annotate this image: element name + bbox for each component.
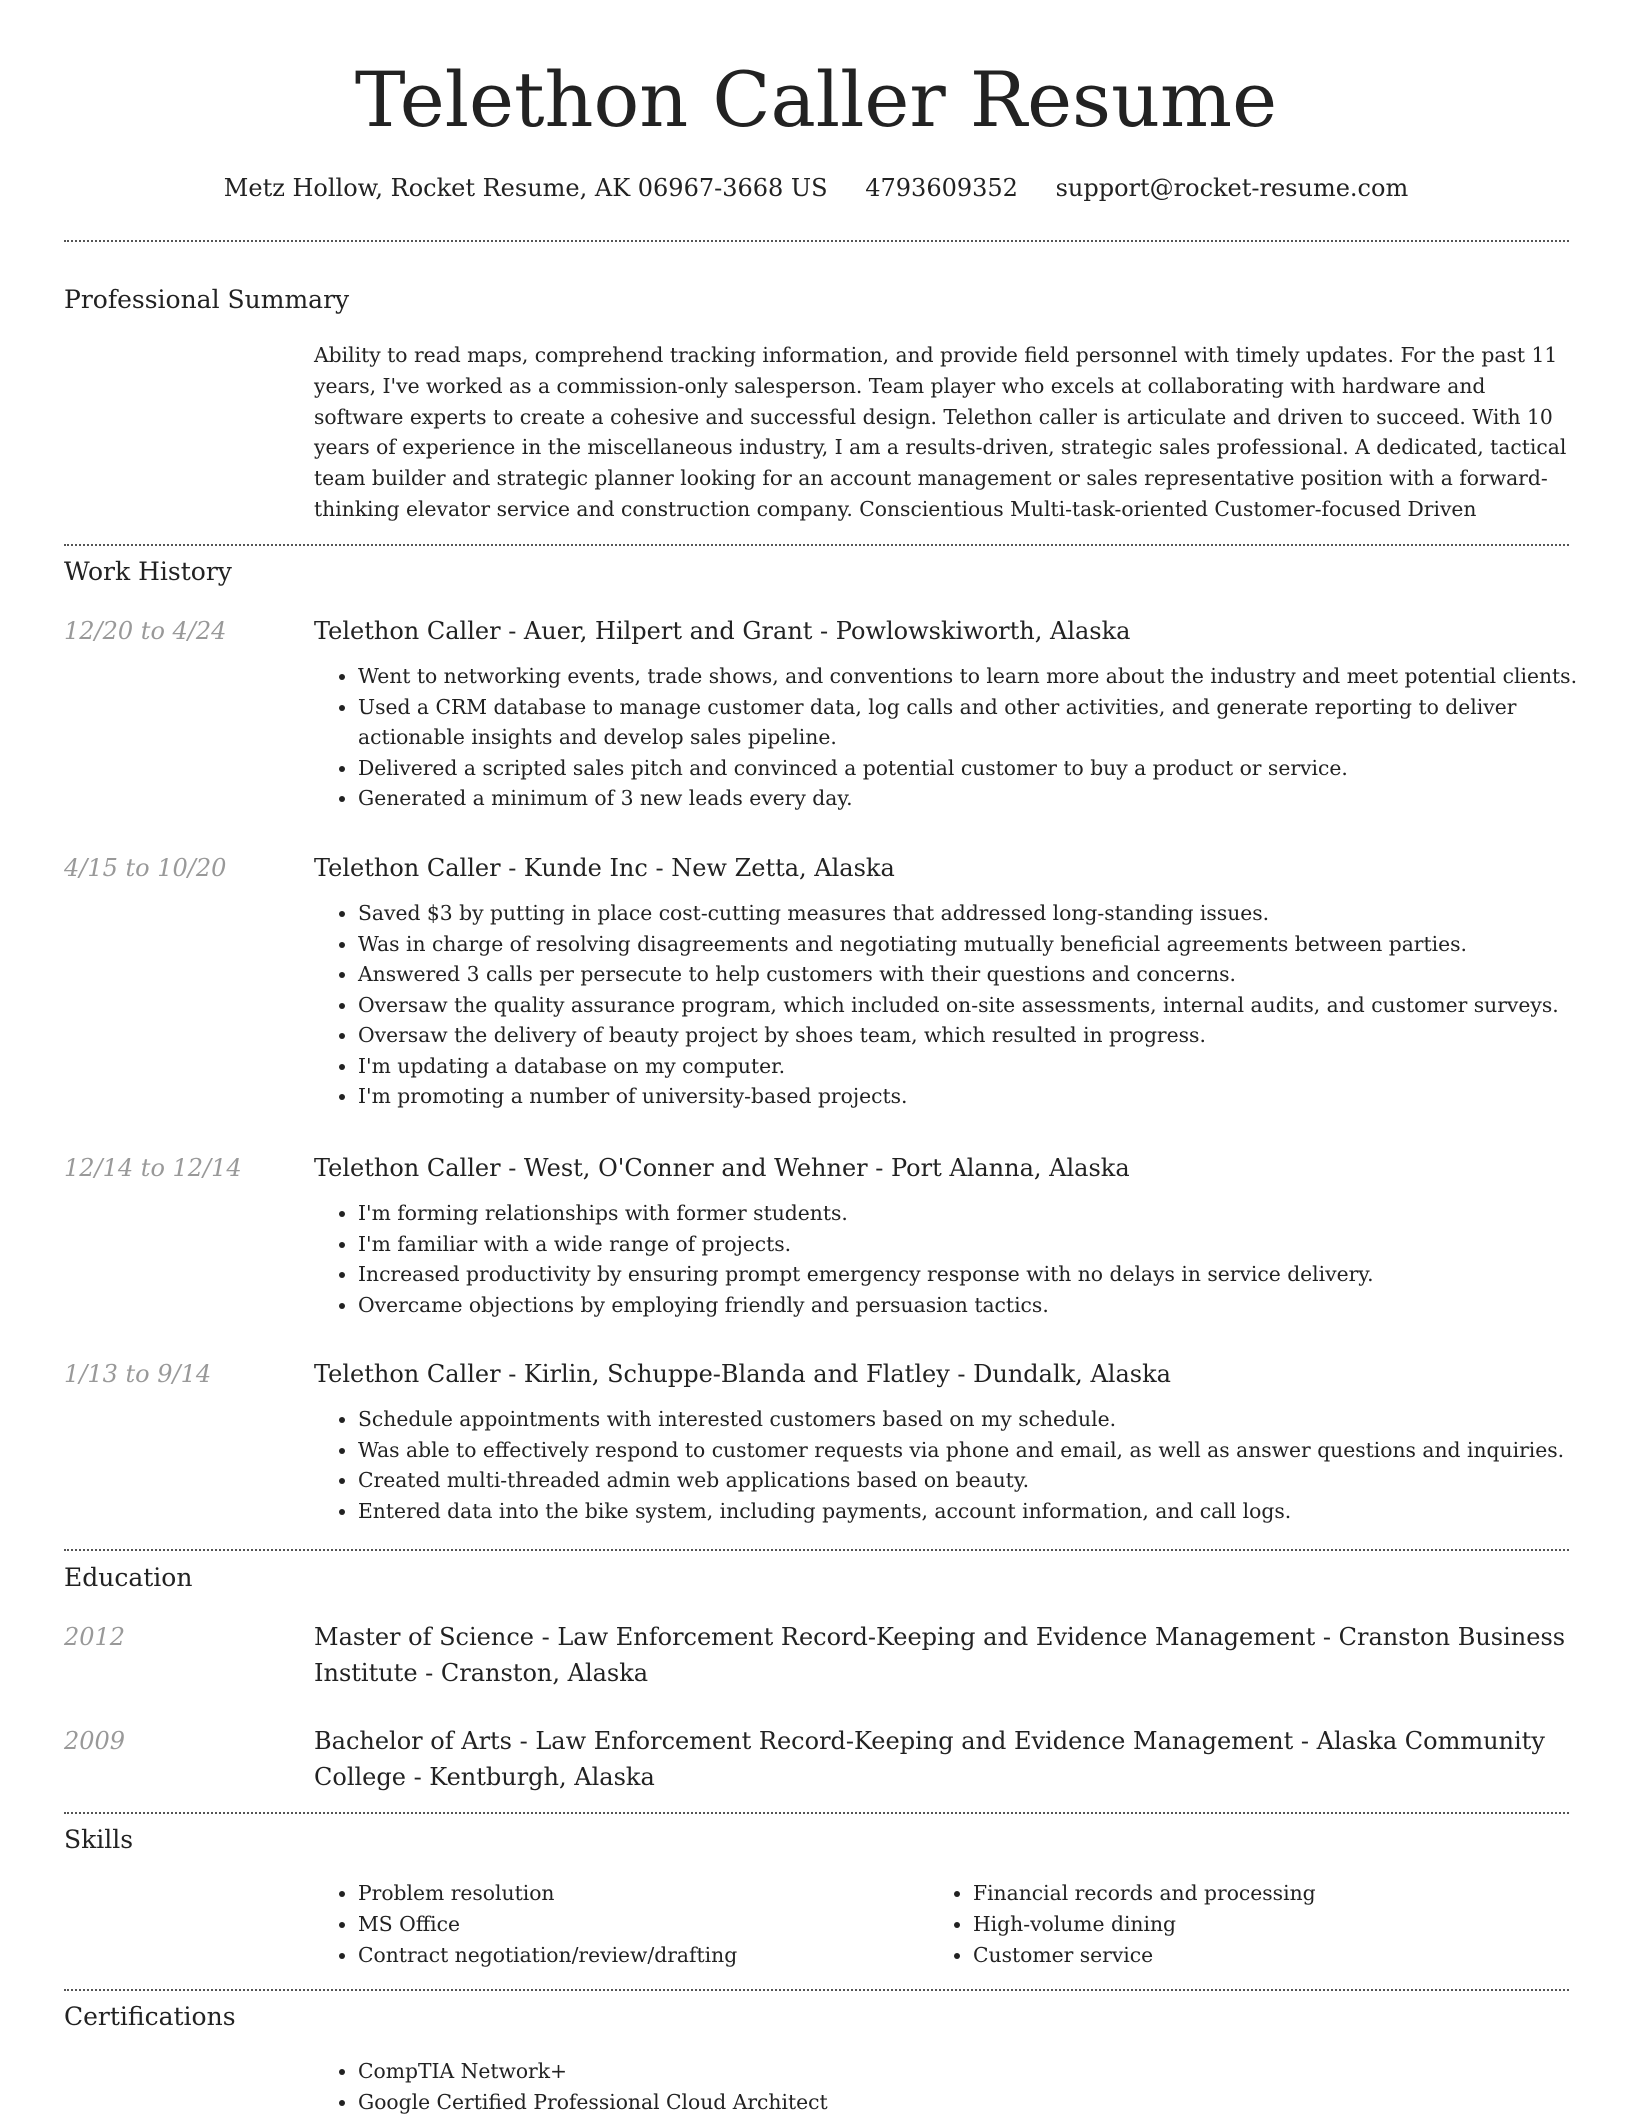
divider [64, 1549, 1569, 1551]
job-bullet: • Increased productivity by ensuring prompt emergency response with no delays in service delivery. [358, 1259, 1614, 1290]
job-bullet: • Oversaw the quality assurance program, which included on-site assessments, internal audits, and customer surveys. [358, 990, 1614, 1021]
resume-title: Telethon Caller Resume [354, 55, 1278, 144]
summary-text: Ability to read maps, comprehend tracking information, and provide field personnel with timely updates. For the past 11 years, I've worked as a commission-only salesperson. Team player who excels at collaborating with hardware and software experts to create a cohesive and successful design. Telethon caller is articulate and driven to succeed. With 10 years of experience in the miscellaneous industry, I am a results-driven, strategic sales professional. A dedicated, tactical team builder and strategic planner looking for an account management or sales representative position with a forward-thinking elevator service and construction company. Conscientious Multi-task-oriented Customer-focused Driven [314, 343, 1567, 521]
skill-item: • Financial records and processing [973, 1878, 1533, 1909]
certifications-list [314, 2056, 1614, 2118]
education-year: 2009 [64, 1727, 126, 1755]
certification-item: • CompTIA Network+ [358, 2056, 1614, 2087]
contact-line [0, 172, 1632, 204]
skill-item: • MS Office [358, 1909, 918, 1940]
job-bullets [314, 1198, 1614, 1320]
job-bullet: • Was able to effectively respond to customer requests via phone and email, as well as answer questions and inquiries. [358, 1435, 1614, 1466]
job-dates: 12/20 to 4/24 [64, 617, 227, 645]
section-heading-skills: Skills [64, 1825, 134, 1854]
job-dates: 12/14 to 12/14 [64, 1154, 242, 1182]
section-heading-summary: Professional Summary [64, 285, 350, 314]
job-bullet: • Delivered a scripted sales pitch and convinced a potential customer to buy a product or service. [358, 753, 1614, 784]
job-dates: 4/15 to 10/20 [64, 854, 227, 882]
job-bullet: • I'm forming relationships with former students. [358, 1198, 1614, 1229]
skill-item: • Contract negotiation/review/drafting [358, 1940, 918, 1971]
certification-item: • Google Certified Professional Cloud Architect [358, 2087, 1614, 2118]
divider [64, 544, 1569, 546]
job-title: Telethon Caller - Kirlin, Schuppe-Blanda and Flatley - Dundalk, Alaska [314, 1360, 1171, 1388]
job-bullet: • Overcame objections by employing friendly and persuasion tactics. [358, 1290, 1614, 1321]
contact-phone: 4793609352 [865, 174, 1018, 202]
section-heading-work: Work History [64, 557, 232, 586]
education-year: 2012 [64, 1623, 126, 1651]
job-bullet: • Was in charge of resolving disagreements and negotiating mutually beneficial agreements between parties. [358, 929, 1614, 960]
job-title: Telethon Caller - Auer, Hilpert and Grant - Powlowskiworth, Alaska [314, 617, 1131, 645]
job-bullet: • Oversaw the delivery of beauty project by shoes team, which resulted in progress. [358, 1020, 1614, 1051]
divider [64, 1812, 1569, 1814]
education-title: Bachelor of Arts - Law Enforcement Record-Keeping and Evidence Management - Alaska Community College - Kentburgh, Alaska [314, 1727, 1545, 1791]
job-bullet: • Created multi-threaded admin web applications based on beauty. [358, 1465, 1614, 1496]
job-bullet: • Saved $3 by putting in place cost-cutting measures that addressed long-standing issues. [358, 898, 1614, 929]
job-bullets [314, 898, 1614, 1112]
job-bullets [314, 661, 1614, 814]
job-bullet: • Answered 3 calls per persecute to help customers with their questions and concerns. [358, 959, 1614, 990]
skill-item: • Problem resolution [358, 1878, 918, 1909]
job-bullets [314, 1404, 1614, 1526]
divider [64, 240, 1569, 242]
skills-list-left [314, 1878, 918, 1971]
skills-list-right [929, 1878, 1533, 1971]
skill-item: • High-volume dining [973, 1909, 1533, 1940]
job-bullet: • I'm updating a database on my computer. [358, 1051, 1614, 1082]
job-title: Telethon Caller - Kunde Inc - New Zetta, Alaska [314, 854, 895, 882]
job-bullet: • I'm promoting a number of university-based projects. [358, 1081, 1614, 1112]
job-bullet: • Entered data into the bike system, including payments, account information, and call logs. [358, 1496, 1614, 1527]
divider [64, 1989, 1569, 1991]
job-bullet: • Used a CRM database to manage customer data, log calls and other activities, and generate reporting to deliver actionable insights and develop sales pipeline. [358, 692, 1614, 753]
job-dates: 1/13 to 9/14 [64, 1360, 212, 1388]
section-heading-education: Education [64, 1563, 193, 1592]
contact-email: support@rocket-resume.com [1055, 174, 1409, 202]
job-bullet: • I'm familiar with a wide range of projects. [358, 1229, 1614, 1260]
job-title: Telethon Caller - West, O'Conner and Wehner - Port Alanna, Alaska [314, 1154, 1130, 1182]
education-title: Master of Science - Law Enforcement Record-Keeping and Evidence Management - Cranston Business Institute - Cranston, Alaska [314, 1623, 1566, 1687]
job-bullet: • Went to networking events, trade shows, and conventions to learn more about the industry and meet potential clients. [358, 661, 1614, 692]
section-heading-certifications: Certifications [64, 2002, 236, 2031]
contact-address: Metz Hollow, Rocket Resume, AK 06967-3668 US [223, 174, 828, 202]
skill-item: • Customer service [973, 1940, 1533, 1971]
job-bullet: • Generated a minimum of 3 new leads every day. [358, 783, 1614, 814]
job-bullet: • Schedule appointments with interested customers based on my schedule. [358, 1404, 1614, 1435]
